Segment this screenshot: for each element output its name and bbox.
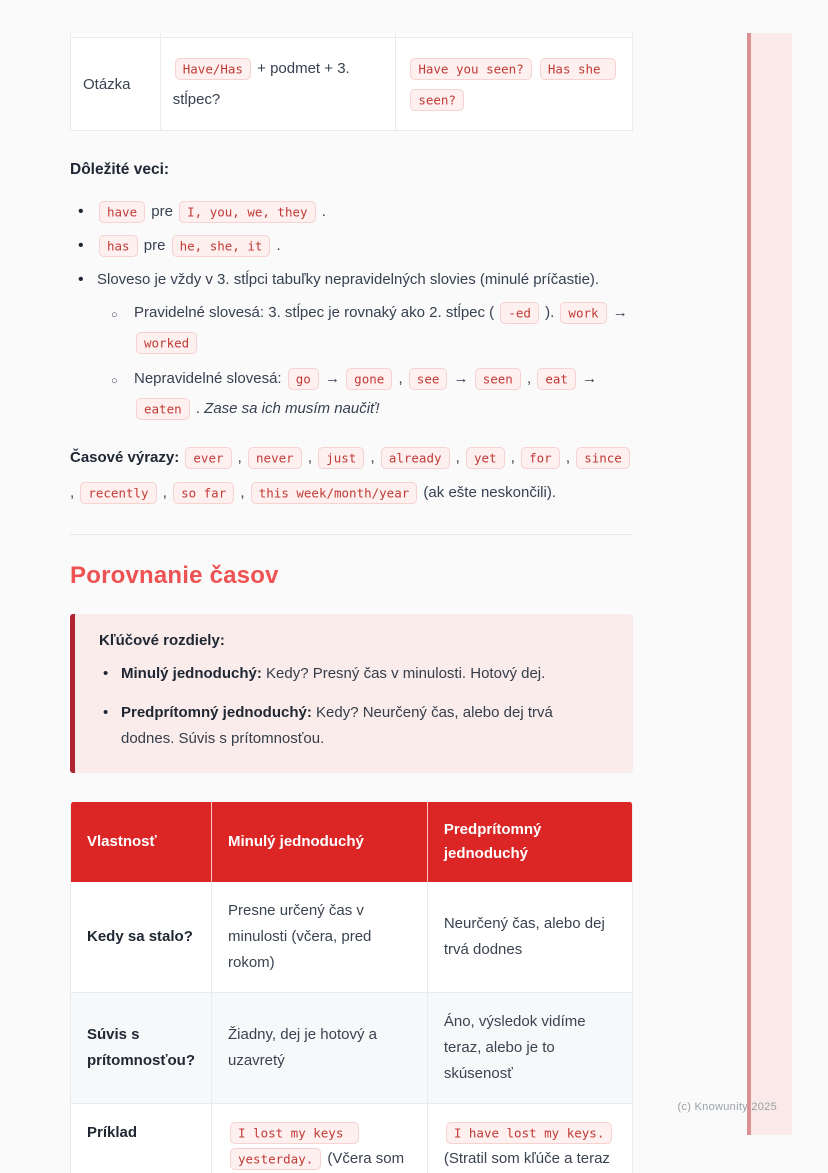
code-tag: ever: [185, 447, 231, 469]
code-tag: I, you, we, they: [179, 201, 315, 223]
code-tag: eat: [537, 368, 576, 390]
text-segment: ,: [70, 484, 78, 501]
text-segment: [534, 60, 538, 77]
code-tag: this week/month/year: [251, 482, 418, 504]
code-tag: see: [409, 368, 448, 390]
table-row: [71, 38, 632, 130]
list-item: [70, 197, 633, 226]
conjugation-table: [70, 33, 633, 131]
code-tag: eaten: [136, 398, 190, 420]
list-item: [99, 700, 609, 752]
text-segment: Pravidelné slovesá: 3. stĺpec je rovnaký ako 2. stĺpec (: [134, 304, 498, 321]
table-cell: [427, 993, 632, 1104]
callout-title: Kľúčové rozdiely:: [99, 632, 609, 649]
column-header: Vlastnosť: [71, 802, 212, 882]
code-tag: yet: [466, 447, 505, 469]
code-tag: go: [288, 368, 319, 390]
code-tag: Have you seen?: [410, 58, 531, 80]
table-cell: [212, 993, 428, 1104]
text-segment: →: [578, 370, 597, 387]
time-expressions-paragraph: [70, 440, 633, 510]
text-segment: Časové výrazy:: [70, 449, 183, 466]
text-segment: →: [321, 370, 344, 387]
comparison-table-container: [70, 802, 633, 1173]
code-tag: worked: [136, 332, 197, 354]
list-item: [109, 298, 633, 358]
document-content: [70, 0, 633, 1173]
table-header-row: [71, 802, 632, 882]
code-tag: work: [560, 302, 606, 324]
code-tag: has: [99, 235, 138, 257]
text-segment: Žiadny, dej je hotový a uzavretý: [228, 1026, 377, 1069]
code-tag: already: [381, 447, 450, 469]
text-segment: ,: [159, 484, 172, 501]
code-tag: Have/Has: [175, 58, 251, 80]
code-tag: I lost my keys yesterday.: [230, 1122, 359, 1170]
code-tag: since: [576, 447, 630, 469]
table-cell: [212, 882, 428, 993]
text-segment: ,: [304, 449, 317, 466]
text-segment: ).: [541, 304, 559, 321]
table-cell: [427, 1104, 632, 1173]
list-item: [99, 661, 609, 687]
table-cell: [212, 1104, 428, 1173]
section-divider: [70, 534, 633, 535]
term-description: Kedy? Presný čas v minulosti. Hotový dej.: [262, 665, 545, 682]
code-tag: I have lost my keys.: [446, 1122, 613, 1144]
column-header: Predprítomný jednoduchý: [427, 802, 632, 882]
text-segment: .: [272, 237, 280, 254]
row-header: Kedy sa stalo?: [71, 882, 212, 993]
text-segment: Zase sa ich musím naučiť!: [204, 400, 379, 417]
text-segment: ,: [366, 449, 379, 466]
code-tag: for: [521, 447, 560, 469]
section-heading-important: Dôležité veci:: [70, 161, 633, 179]
column-header: Minulý jednoduchý: [212, 802, 428, 882]
page-edge-stripe-line: [747, 33, 751, 1135]
term-label: Minulý jednoduchý:: [121, 665, 262, 682]
page-edge-stripe: [747, 33, 792, 1135]
text-segment: Sloveso je vždy v 3. stĺpci tabuľky nepravidelných slovies (minulé príčastie).: [97, 271, 599, 288]
table-row: [71, 882, 632, 993]
text-segment: ,: [562, 449, 575, 466]
row-label-question: Otázka: [71, 38, 161, 130]
text-segment: .: [192, 400, 205, 417]
text-segment: .: [318, 203, 326, 220]
list-item: [70, 265, 633, 424]
important-sublist: [97, 298, 633, 424]
table-row: [71, 1104, 632, 1173]
text-segment: (ak ešte neskončili).: [419, 484, 556, 501]
text-segment: ,: [234, 449, 247, 466]
table-cell: [427, 882, 632, 993]
text-segment: Presne určený čas v minulosti (včera, pred rokom): [228, 902, 371, 971]
comparison-table: [71, 802, 632, 1173]
question-formula-cell: [161, 38, 397, 130]
text-segment: pre: [140, 237, 170, 254]
text-segment: pre: [147, 203, 177, 220]
code-tag: recently: [80, 482, 156, 504]
code-tag: just: [318, 447, 364, 469]
code-tag: -ed: [500, 302, 539, 324]
code-tag: gone: [346, 368, 392, 390]
important-list: [70, 197, 633, 424]
row-header: Súvis s prítomnosťou?: [71, 993, 212, 1104]
list-item: [109, 364, 633, 424]
text-segment: ,: [394, 370, 407, 387]
text-segment: ,: [236, 484, 249, 501]
text-segment: ,: [523, 370, 536, 387]
text-segment: ,: [507, 449, 520, 466]
text-segment: →: [449, 370, 472, 387]
text-segment: Áno, výsledok vidíme teraz, alebo je to skúsenosť: [444, 1013, 586, 1082]
text-segment: + podmet + 3. stĺpec?: [173, 60, 350, 108]
copyright-watermark: (c) Knowunity 2025: [677, 1101, 777, 1113]
code-tag: seen: [475, 368, 521, 390]
code-tag: so far: [173, 482, 234, 504]
text-segment: Neurčený čas, alebo dej trvá dodnes: [444, 915, 605, 958]
term-label: Predprítomný jednoduchý:: [121, 704, 312, 721]
row-header: Príklad: [71, 1104, 212, 1173]
callout-list: [99, 661, 609, 752]
section-heading-comparison: Porovnanie časov: [70, 562, 633, 590]
text-segment: ,: [452, 449, 465, 466]
term-description: Kedy? Neurčený čas, alebo dej trvá dodnes. Súvis s prítomnosťou.: [121, 704, 553, 747]
text-segment: →: [609, 304, 628, 321]
list-item-text: [97, 271, 599, 288]
text-segment: (Stratil som kľúče a teraz: [444, 1150, 610, 1167]
code-tag: have: [99, 201, 145, 223]
code-tag: never: [248, 447, 302, 469]
list-item: [70, 231, 633, 260]
code-tag: he, she, it: [172, 235, 271, 257]
text-segment: (Včera som: [323, 1150, 404, 1167]
key-differences-callout: [70, 614, 633, 773]
text-segment: Nepravidelné slovesá:: [134, 370, 286, 387]
table-row: [71, 993, 632, 1104]
question-examples-cell: [396, 38, 632, 130]
code-tag: Has she seen?: [410, 58, 616, 111]
